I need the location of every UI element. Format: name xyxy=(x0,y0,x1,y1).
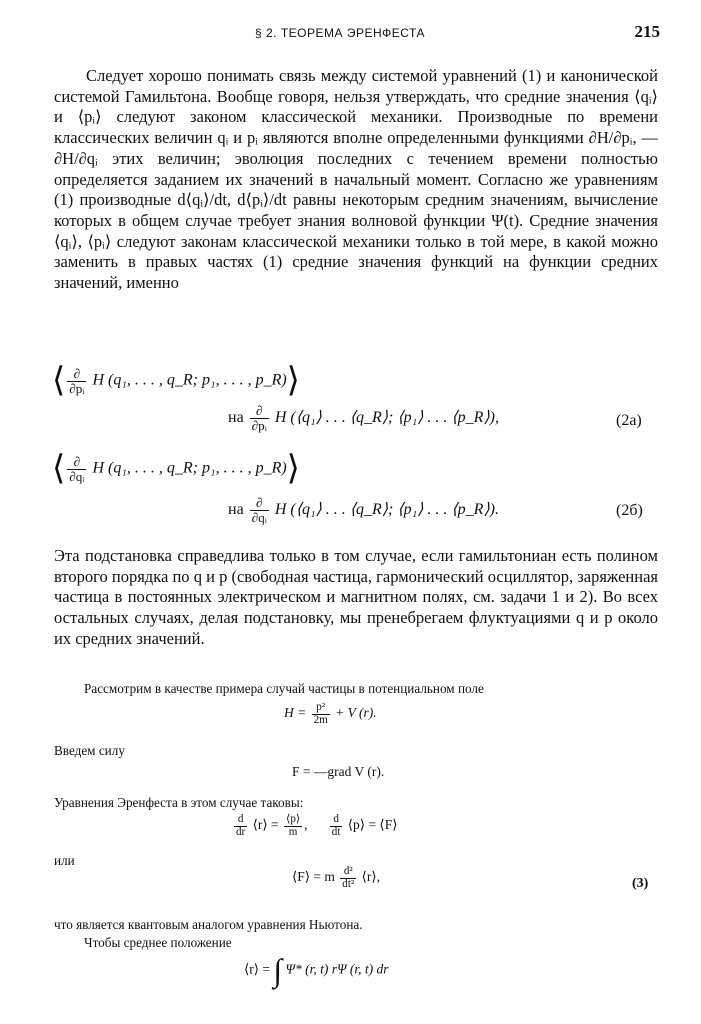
page-number: 215 xyxy=(634,22,660,41)
fraction-partial-dq: $\frac{\partial}{\text{∂qᵢ}}$ xyxy=(69,453,85,484)
paragraph-1: Следует хорошо понимать связь между системой уравнений (1) и канонической системой Гамильтона. Вообще говоря, нельзя утверждать, что средние значения ⟨qᵢ⟩ и ⟨pᵢ⟩ следуют законом классической механики. Производные по времени классических величин qᵢ и pᵢ являются вполне определенными функциями ∂H/∂pᵢ, —∂H/∂qᵢ этих величин; эволюция последних с течением времени полностью определяется заданием их значений в начальный момент. Согласно же уравнениям (1) производные d⟨qᵢ⟩/dt, d⟨pᵢ⟩/dt равны некоторым средним значениям, вычисление которых в общем случае требует знания волновой функции Ψ(t). Средние значения ⟨qᵢ⟩, ⟨pᵢ⟩ следуют законам классической механики только в той мере, в какой можно заменить в правых частях (1) средние значения функций на функции средних значений, именно xyxy=(54,66,658,293)
ehrenfest-intro: Уравнения Эренфеста в этом случае таковы: xyxy=(54,795,304,810)
running-head: § 2. ТЕОРЕМА ЭРЕНФЕСТА xyxy=(255,26,425,40)
eq2a-lhs-expr: H (q₁, . . . , q_R; p₁, . . . , p_R) xyxy=(92,371,287,389)
equation-ehrenfest: $\frac{d}{dr}$ ⟨r⟩ = $\frac{⟨p⟩}{m}$ , $\frac{d}{dt}$ ⟨p⟩ = ⟨F⟩ xyxy=(236,813,398,838)
mean-position-intro: Чтобы среднее положение xyxy=(84,935,232,950)
or-word: или xyxy=(54,853,75,868)
integral-sign: ∫ xyxy=(273,952,283,988)
equation-force: F = —grad V (r). xyxy=(292,764,385,779)
equation-2b-lhs: ⟨ $\frac{\partial}{\text{∂qᵢ}}$ H (q₁, . . . , q_R; p₁, . . . , p_R)⟩ xyxy=(52,450,300,487)
eq2b-rhs-expr: H (⟨q₁⟩ . . . ⟨q_R⟩; ⟨p₁⟩ . . . ⟨p_R⟩). xyxy=(274,500,500,518)
example-intro: Рассмотрим в качестве примера случай частицы в потенциальном поле xyxy=(84,681,484,696)
equation-3: ⟨F⟩ = m $\frac{\text{d²}}{\text{dt²}}$ ⟨r⟩, xyxy=(292,865,380,890)
paragraph-2: Эта подстановка справедлива только в том случае, если гамильтониан есть полином второго порядка по q и p (свободная частица, гармонический осциллятор, заряженная частица в постоянных электрическом и магнитном полях, см. задачи 1 и 2). Во всех остальных случаях, делая подстановку, мы пренебрегаем флуктуациями q и p около их средних значений. xyxy=(54,546,658,648)
newton-analogue: что является квантовым аналогом уравнения Ньютона. xyxy=(54,917,363,932)
page-header xyxy=(40,22,660,46)
eq2b-lhs-expr: H (q₁, . . . , q_R; p₁, . . . , p_R) xyxy=(92,459,287,477)
fraction-partial-dp: $\frac{\partial}{\text{∂pᵢ}}$ xyxy=(69,365,85,396)
equation-2b-label: (2б) xyxy=(616,502,643,519)
equation-2b-rhs: на $\frac{\partial}{\text{∂qᵢ}}$ H (⟨q₁⟩ . . . ⟨q_R⟩; ⟨p₁⟩ . . . ⟨p_R⟩). xyxy=(228,495,500,525)
equation-2a-lhs xyxy=(52,364,300,398)
eq2a-rhs-expr: H (⟨q₁⟩ . . . ⟨q_R⟩; ⟨p₁⟩ . . . ⟨p_R⟩), xyxy=(274,408,500,426)
equation-2a-rhs: на $\frac{\partial}{\text{∂pᵢ}}$ H (⟨q₁⟩ . . . ⟨q_R⟩; ⟨p₁⟩ . . . ⟨p_R⟩), xyxy=(228,403,500,433)
force-intro: Введем силу xyxy=(54,743,125,758)
equation-hamiltonian: H = $\frac{\text{p²}}{2m}$ + V (r). xyxy=(284,701,377,726)
paragraph-ehrenfest-vs-hamilton xyxy=(54,66,658,294)
equation-2a-label: (2а) xyxy=(616,412,642,429)
left-angle-bracket: ⟨ xyxy=(52,362,66,399)
paragraph-substitution xyxy=(54,546,658,650)
equation-mean-position: ⟨r⟩ = ∫ Ψ* (r, t) rΨ (r, t) dr xyxy=(244,952,389,988)
equation-3-label: (3) xyxy=(632,876,649,891)
right-angle-bracket: ⟩ xyxy=(286,362,300,399)
